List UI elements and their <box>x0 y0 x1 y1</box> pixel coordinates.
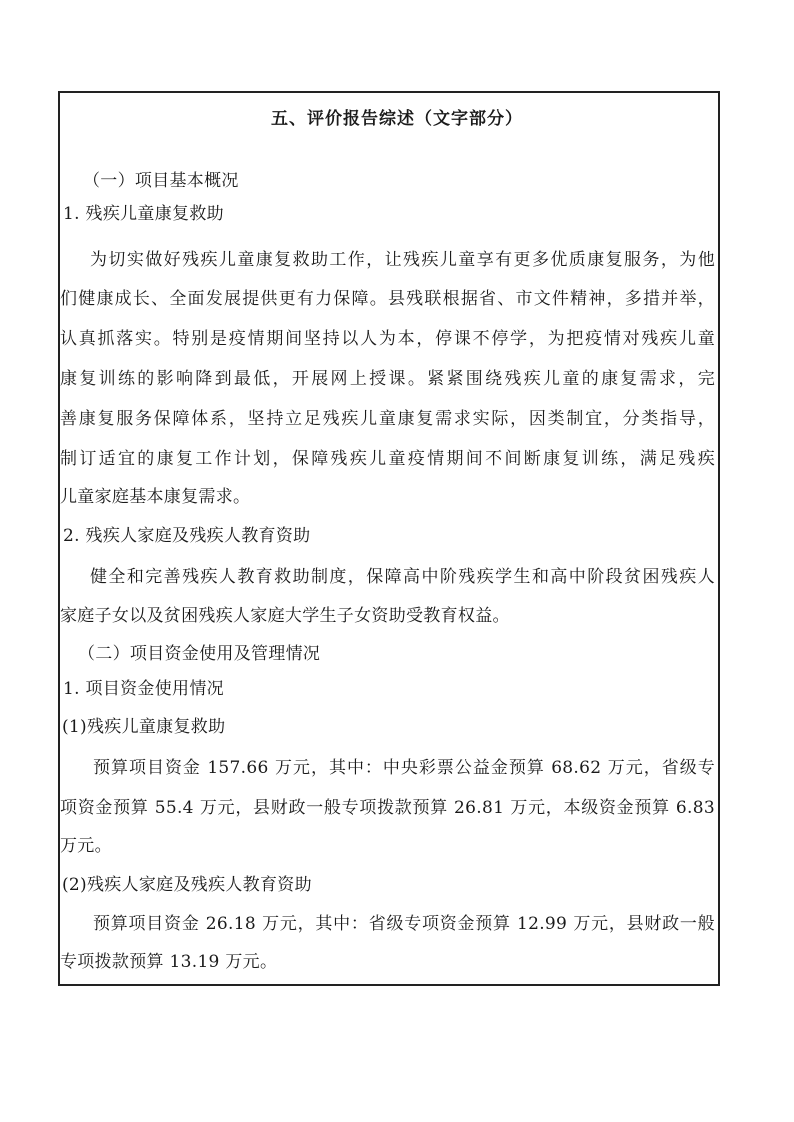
paragraph-line: 预算项目资金 26.18 万元，其中：省级专项资金预算 12.99 万元，县财政一般 <box>93 914 715 934</box>
paragraph-line: 家庭子女以及贫困残疾人家庭大学生子女资助受教育权益。 <box>60 606 510 626</box>
paragraph-line: 专项拨款预算 13.19 万元。 <box>60 952 278 972</box>
item-heading-education-aid: 2. 残疾人家庭及残疾人教育资助 <box>63 526 311 546</box>
paragraph-line: 万元。 <box>60 836 112 856</box>
paragraph-line: 项资金预算 55.4 万元，县财政一般专项拨款预算 26.81 万元，本级资金预算 6.83 <box>60 798 715 818</box>
paragraph-line: 制订适宜的康复工作计划，保障残疾儿童疫情期间不间断康复训练，满足残疾 <box>60 449 715 469</box>
subitem-heading-child-rehab-fund: (1)残疾儿童康复救助 <box>62 717 226 737</box>
item-heading-child-rehab: 1. 残疾儿童康复救助 <box>63 204 224 224</box>
paragraph-line: 康复训练的影响降到最低，开展网上授课。紧紧围绕残疾儿童的康复需求，完 <box>60 369 715 389</box>
item-heading-fund-usage: 1. 项目资金使用情况 <box>63 679 224 699</box>
paragraph-line: 们健康成长、全面发展提供更有力保障。县残联根据省、市文件精神，多措并举， <box>60 289 715 309</box>
section-heading-basic-overview: （一）项目基本概况 <box>83 171 239 191</box>
section-heading-fund-management: （二）项目资金使用及管理情况 <box>78 644 321 664</box>
paragraph-line: 善康复服务保障体系，坚持立足残疾儿童康复需求实际，因类制宜，分类指导， <box>60 409 715 429</box>
paragraph-line: 儿童家庭基本康复需求。 <box>60 487 251 507</box>
paragraph-line: 健全和完善残疾人教育救助制度，保障高中阶残疾学生和高中阶段贫困残疾人 <box>90 567 715 587</box>
page-title: 五、评价报告综述（文字部分） <box>271 109 523 129</box>
paragraph-line: 预算项目资金 157.66 万元，其中：中央彩票公益金预算 68.62 万元，省级专 <box>93 758 715 778</box>
subitem-heading-education-aid-fund: (2)残疾人家庭及残疾人教育资助 <box>62 875 312 895</box>
paragraph-line: 为切实做好残疾儿童康复救助工作，让残疾儿童享有更多优质康复服务，为他 <box>90 250 715 270</box>
paragraph-line: 认真抓落实。特别是疫情期间坚持以人为本，停课不停学，为把疫情对残疾儿童 <box>60 329 715 349</box>
